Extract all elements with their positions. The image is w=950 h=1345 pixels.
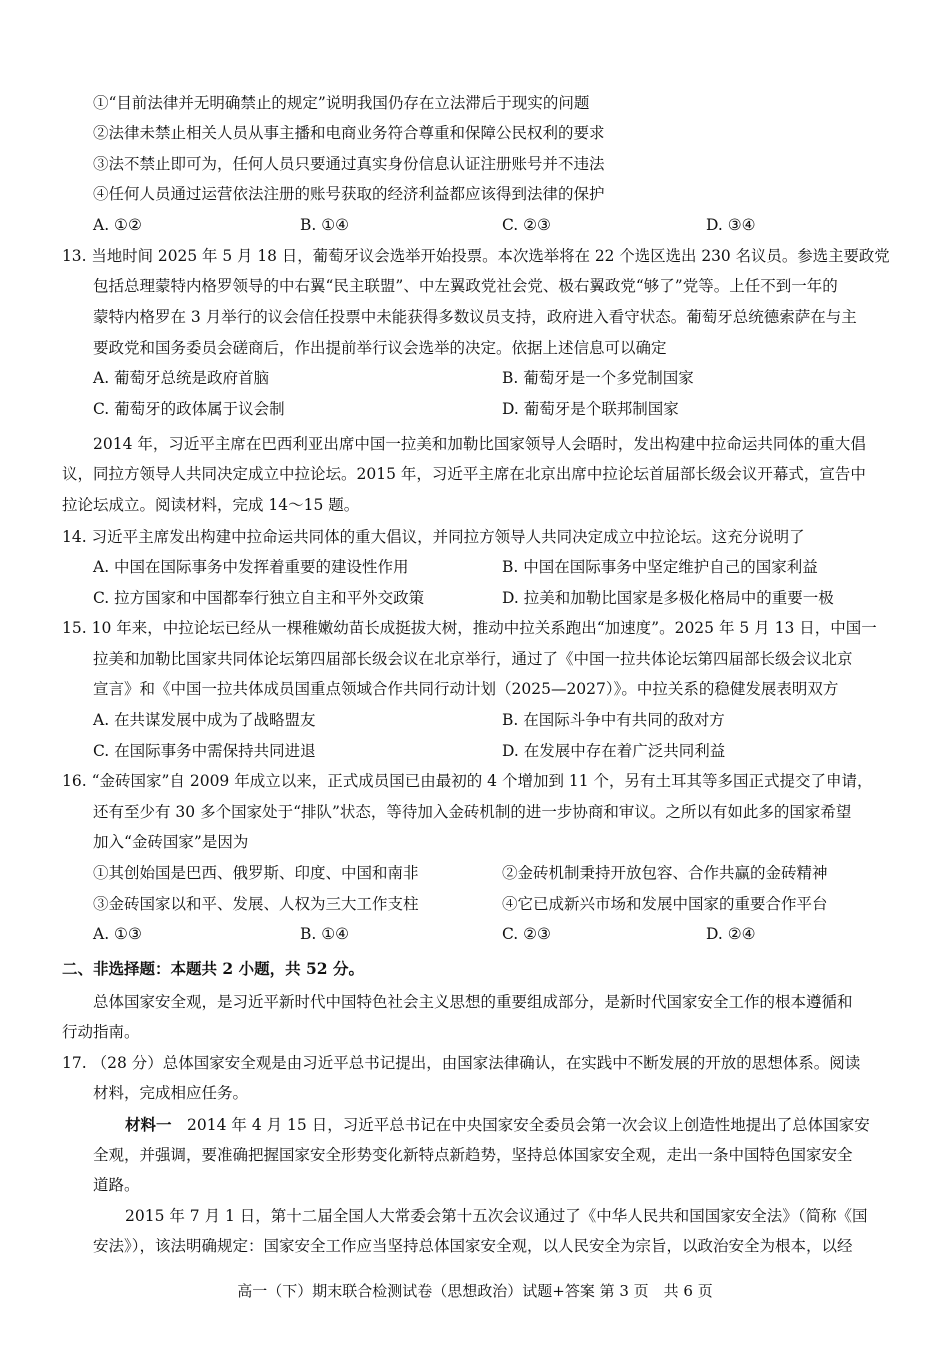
q12-choice-c: C. ②③ <box>502 216 551 234</box>
section-2-intro-line-2: 行动指南。 <box>62 1023 140 1041</box>
q13-stem-line-4: 要政党和国务委员会磋商后，作出提前举行议会选举的决定。依据上述信息可以确定 <box>93 339 667 357</box>
q17-material-1-line-3: 道路。 <box>93 1176 140 1194</box>
q13-choice-a: A. 葡萄牙总统是政府首脑 <box>93 369 270 387</box>
q16-stem-line-3: 加入“金砖国家”是因为 <box>93 833 249 851</box>
q14-choice-d: D. 拉美和加勒比国家是多极化格局中的重要一极 <box>502 589 834 607</box>
q16-choice-b: B. ①④ <box>300 925 350 943</box>
q17-material-1-line-1 <box>125 1114 870 1136</box>
q12-option-3: ③法不禁止即可为，任何人员只要通过真实身份信息认证注册账号并不违法 <box>93 155 605 173</box>
q17-stem-line-1: 17. （28 分）总体国家安全观是由习近平总书记提出，由国家法律确认，在实践中不断发展的开放的思想体系。阅读 <box>62 1054 861 1072</box>
page-footer: 高一（下）期末联合检测试卷（思想政治）试题+答案 第 3 页 共 6 页 <box>237 1282 713 1300</box>
q15-choice-d: D. 在发展中存在着广泛共同利益 <box>502 742 726 760</box>
section-2-heading: 二、非选择题：本题共 2 小题，共 52 分。 <box>62 959 364 978</box>
q13-choice-c: C. 葡萄牙的政体属于议会制 <box>93 400 285 418</box>
q12-choice-a: A. ①② <box>93 216 142 234</box>
section-2-intro-line-1: 总体国家安全观，是习近平新时代中国特色社会主义思想的重要组成部分，是新时代国家安全工作的根本遵循和 <box>93 993 853 1011</box>
q15-choice-a: A. 在共谋发展中成为了战略盟友 <box>93 711 316 729</box>
q12-choice-b: B. ①④ <box>300 216 350 234</box>
intro-14-15-line-2: 议，同拉方领导人共同决定成立中拉论坛。2015 年，习近平主席在北京出席中拉论坛首届部长级会议开幕式，宣告中 <box>62 465 866 483</box>
q16-option-3: ③金砖国家以和平、发展、人权为三大工作支柱 <box>93 895 419 913</box>
q15-choice-c: C. 在国际事务中需保持共同进退 <box>93 742 316 760</box>
q17-material-2-line-1: 2015 年 7 月 1 日，第十二届全国人大常委会第十五次会议通过了《中华人民共和国国家安全法》（简称《国 <box>125 1207 868 1225</box>
q17-material-2-line-2: 安法》），该法明确规定：国家安全工作应当坚持总体国家安全观，以人民安全为宗旨，以政治安全为根本，以经 <box>93 1237 853 1255</box>
q13-choice-b: B. 葡萄牙是一个多党制国家 <box>502 369 694 387</box>
q14-stem: 14. 习近平主席发出构建中拉命运共同体的重大倡议，并同拉方领导人共同决定成立中拉论坛。这充分说明了 <box>62 528 805 546</box>
q12-option-4: ④任何人员通过运营依法注册的账号获取的经济利益都应该得到法律的保护 <box>93 185 605 203</box>
q16-option-4: ④它已成新兴市场和发展中国家的重要合作平台 <box>502 895 828 913</box>
q13-stem-line-2: 包括总理蒙特内格罗领导的中右翼“民主联盟”、中左翼政党社会党、极右翼政党“够了”党等。上任不到一年的 <box>93 277 838 295</box>
q12-choice-d: D. ③④ <box>706 216 756 234</box>
q17-material-1-line-2: 全观，并强调，要准确把握国家安全形势变化新特点新趋势，坚持总体国家安全观，走出一条中国特色国家安全 <box>93 1146 853 1164</box>
q14-choice-a: A. 中国在国际事务中发挥着重要的建设性作用 <box>93 558 409 576</box>
intro-14-15-line-3: 拉论坛成立。阅读材料，完成 14～15 题。 <box>62 496 360 514</box>
q13-choice-d: D. 葡萄牙是个联邦制国家 <box>502 400 679 418</box>
q16-option-2: ②金砖机制秉持开放包容、合作共赢的金砖精神 <box>502 864 828 882</box>
q17-stem-line-2: 材料，完成相应任务。 <box>93 1084 249 1102</box>
q16-choice-d: D. ②④ <box>706 925 756 943</box>
q16-choice-a: A. ①③ <box>93 925 142 943</box>
q15-choice-b: B. 在国际斗争中有共同的敌对方 <box>502 711 725 729</box>
q14-choice-c: C. 拉方国家和中国都奉行独立自主和平外交政策 <box>93 589 425 607</box>
q16-choice-c: C. ②③ <box>502 925 551 943</box>
q12-option-2: ②法律未禁止相关人员从事主播和电商业务符合尊重和保障公民权利的要求 <box>93 124 605 142</box>
intro-14-15-line-1: 2014 年，习近平主席在巴西利亚出席中国一拉美和加勒比国家领导人会晤时，发出构建中拉命运共同体的重大倡 <box>93 435 866 453</box>
q15-stem-line-1: 15. 10 年来，中拉论坛已经从一棵稚嫩幼苗长成挺拔大树，推动中拉关系跑出“加速度”。2025 年 5 月 13 日，中国一 <box>62 619 877 637</box>
q14-choice-b: B. 中国在国际事务中坚定维护自己的国家利益 <box>502 558 818 576</box>
q16-stem-line-1: 16. “金砖国家”自 2009 年成立以来，正式成员国已由最初的 4 个增加到 11 个，另有土耳其等多国正式提交了申请， <box>62 772 873 790</box>
q15-stem-line-3: 宣言》和《中国一拉共体成员国重点领域合作共同行动计划（2025—2027）》。中拉关系的稳健发展表明双方 <box>93 680 839 698</box>
q13-stem-line-1: 13. 当地时间 2025 年 5 月 18 日，葡萄牙议会选举开始投票。本次选举将在 22 个选区选出 230 名议员。参选主要政党 <box>62 247 890 265</box>
q15-stem-line-2: 拉美和加勒比国家共同体论坛第四届部长级会议在北京举行，通过了《中国一拉共体论坛第四届部长级会议北京 <box>93 650 853 668</box>
q13-stem-line-3: 蒙特内格罗在 3 月举行的议会信任投票中未能获得多数议员支持，政府进入看守状态。葡萄牙总统德索萨在与主 <box>93 308 857 326</box>
material-1-text: 2014 年 4 月 15 日，习近平总书记在中央国家安全委员会第一次会议上创造性地提出了总体国家安 <box>187 1116 870 1134</box>
q16-stem-line-2: 还有至少有 30 多个国家处于“排队”状态，等待加入金砖机制的进一步协商和审议。之所以有如此多的国家希望 <box>93 803 852 821</box>
q16-option-1: ①其创始国是巴西、俄罗斯、印度、中国和南非 <box>93 864 419 882</box>
q12-option-1: ①“目前法律并无明确禁止的规定”说明我国仍存在立法滞后于现实的问题 <box>93 94 590 112</box>
material-1-label: 材料一 <box>125 1115 172 1134</box>
